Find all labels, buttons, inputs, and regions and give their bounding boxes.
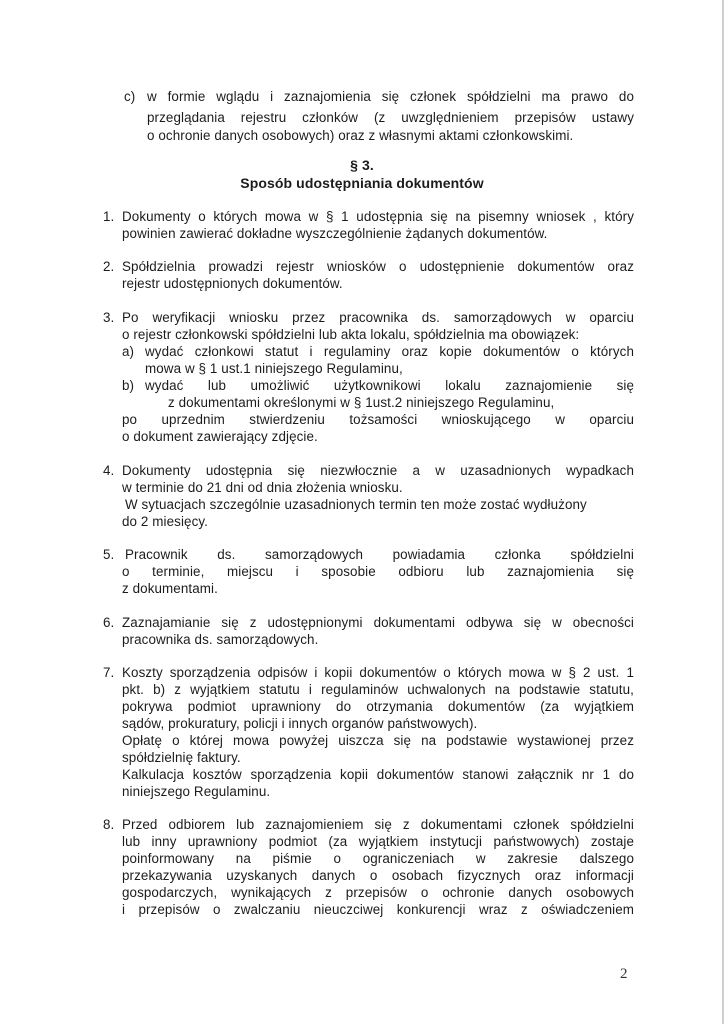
item-c-label: c) bbox=[124, 89, 136, 104]
point-line: poinformowany na piśmie o ograniczeniach w zakresie dalszego bbox=[122, 851, 634, 866]
point-line: Zaznajamianie się z udostępnionymi dokumentami odbywa się w obecności bbox=[122, 615, 634, 630]
point-line: z dokumentami. bbox=[122, 581, 218, 596]
point-number: 3. bbox=[103, 310, 115, 325]
point-line: Dokumenty udostępnia się niezwłocznie a w uzasadnionych wypadkach bbox=[122, 463, 634, 478]
point-line: rejestr udostępnionych dokumentów. bbox=[122, 276, 343, 291]
point-line: Przed odbiorem lub zaznajomieniem się z dokumentami członek spółdzielni bbox=[122, 817, 634, 832]
point-line: pokrywa podmiot uprawniony do otrzymania dokumentów (za wyjątkiem bbox=[122, 699, 634, 714]
sub-item-label: b) bbox=[122, 378, 135, 393]
point-line: Kalkulacja kosztów sporządzenia kopii dokumentów stanowi załącznik nr 1 do bbox=[122, 767, 634, 782]
point-line: gospodarczych, wynikających z przepisów o ochronie danych osobowych bbox=[122, 885, 634, 900]
sub-item-label: a) bbox=[122, 344, 135, 359]
point-number: 4. bbox=[103, 463, 115, 478]
point-line: przekazywania uzyskanych danych o osobach fizycznych oraz informacji bbox=[122, 868, 634, 883]
point-line: pracownika ds. samorządowych. bbox=[122, 632, 319, 647]
item-c-line: o ochronie danych osobowych) oraz z własnymi aktami członkowskimi. bbox=[147, 128, 574, 143]
point-number: 6. bbox=[103, 615, 115, 630]
sub-item-line: z dokumentami określonymi w § 1ust.2 niniejszego Regulaminu, bbox=[168, 395, 555, 410]
item-c-line: przeglądania rejestru członków (z uwzględnieniem przepisów ustawy bbox=[147, 110, 634, 125]
point-line: spółdzielnię faktury. bbox=[122, 750, 241, 765]
point-line: niniejszego Regulaminu. bbox=[122, 784, 271, 799]
page-number: 2 bbox=[620, 966, 628, 982]
point-line: Opłatę o której mowa powyżej uiszcza się na podstawie wystawionej przez bbox=[122, 733, 634, 748]
point-line: pkt. b) z wyjątkiem statutu i regulaminów uchwalonych na podstawie statutu, bbox=[122, 682, 634, 697]
point-line: do 2 miesięcy. bbox=[122, 514, 208, 529]
section-number: § 3. bbox=[350, 157, 374, 173]
point-line: powinien zawierać dokładne wyszczególnienie żądanych dokumentów. bbox=[122, 226, 548, 241]
sub-item-line: mowa w § 1 ust.1 niniejszego Regulaminu, bbox=[145, 361, 403, 376]
point-line: Koszty sporządzenia odpisów i kopii dokumentów o których mowa w § 2 ust. 1 bbox=[122, 665, 634, 680]
point-line: i przepisów o zwalczaniu nieuczciwej konkurencji wraz z oświadczeniem bbox=[122, 902, 634, 917]
point-line: o terminie, miejscu i sposobie odbioru lub zaznajomienia się bbox=[122, 564, 634, 579]
point-tail-line: o dokument zawierający zdjęcie. bbox=[122, 429, 318, 444]
point-number: 8. bbox=[103, 817, 115, 832]
point-line: Pracownik ds. samorządowych powiadamia członka spółdzielni bbox=[125, 547, 634, 562]
sub-item-line: wydać członkowi statut i regulaminy oraz kopie dokumentów o których bbox=[145, 344, 634, 359]
point-line: Dokumenty o których mowa w § 1 udostępnia się na pisemny wniosek , który bbox=[122, 209, 634, 224]
point-number: 5. bbox=[103, 547, 115, 562]
point-number: 2. bbox=[103, 259, 115, 274]
point-line: sądów, prokuratury, policji i innych organów państwowych). bbox=[122, 716, 478, 731]
point-line: o rejestr członkowski spółdzielni lub akta lokalu, spółdzielnia ma obowiązek: bbox=[122, 327, 580, 342]
point-line: w terminie do 21 dni od dnia złożenia wniosku. bbox=[122, 480, 403, 495]
point-line: Spółdzielnia prowadzi rejestr wniosków o udostępnienie dokumentów oraz bbox=[122, 259, 634, 274]
item-c-line: w formie wglądu i zaznajomienia się członek spółdzielni ma prawo do bbox=[147, 89, 634, 104]
point-line: W sytuacjach szczególnie uzasadnionych termin ten może zostać wydłużony bbox=[125, 497, 587, 512]
sub-item-line: wydać lub umożliwić użytkownikowi lokalu zaznajomienie się bbox=[145, 378, 634, 393]
point-tail-line: po uprzednim stwierdzeniu tożsamości wnioskującego w oparciu bbox=[122, 412, 634, 427]
point-line: Po weryfikacji wniosku przez pracownika ds. samorządowych w oparciu bbox=[122, 310, 634, 325]
point-line: lub inny uprawniony podmiot (za wyjątkiem instytucji państwowych) zostaje bbox=[122, 834, 634, 849]
section-title: Sposób udostępniania dokumentów bbox=[240, 175, 484, 191]
point-number: 7. bbox=[103, 665, 115, 680]
point-number: 1. bbox=[103, 209, 115, 224]
